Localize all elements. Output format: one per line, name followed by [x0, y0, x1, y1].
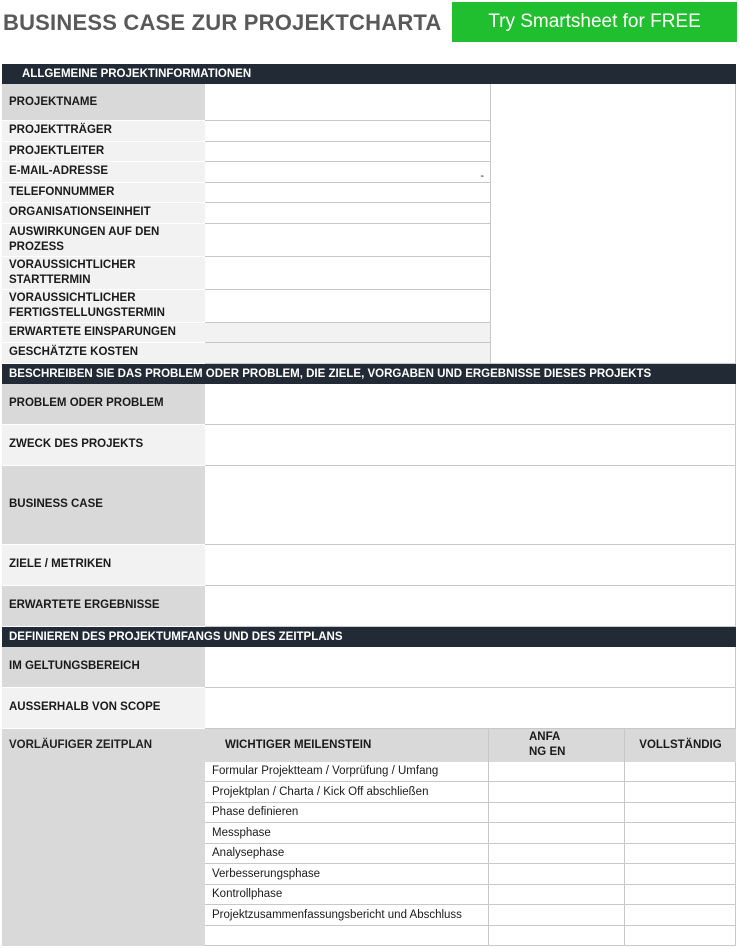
- milestone-name[interactable]: Analysephase: [205, 844, 489, 865]
- field-label-start-date: VORAUSSICHTLICHER STARTTERMIN: [2, 257, 205, 290]
- field-project-lead[interactable]: [205, 142, 491, 163]
- field-label-process-impact: AUSWIRKUNGEN AUF DEN PROZESS: [2, 224, 205, 257]
- table-row: [205, 782, 736, 803]
- field-label-savings: ERWARTETE EINSPARUNGEN: [2, 323, 205, 344]
- project-charter-sheet: [2, 64, 736, 946]
- field-problem[interactable]: [205, 384, 736, 425]
- milestone-start[interactable]: [489, 885, 625, 906]
- section-header-problem-goals: BESCHREIBEN SIE DAS PROBLEM ODER PROBLEM, DIE ZIELE, VORGABEN UND ERGEBNISSE DIESES PROJEKTS: [2, 364, 736, 384]
- table-row: [205, 926, 736, 947]
- milestone-name[interactable]: Projektzusammenfassungsbericht und Abschluss: [205, 905, 489, 926]
- field-expected-results[interactable]: [205, 586, 736, 627]
- field-purpose[interactable]: [205, 425, 736, 466]
- milestone-start[interactable]: [489, 762, 625, 783]
- field-label-out-of-scope: AUSSERHALB VON SCOPE: [2, 688, 205, 729]
- field-project-name[interactable]: [205, 84, 491, 121]
- field-label-org-unit: ORGANISATIONSEINHEIT: [2, 203, 205, 224]
- field-email[interactable]: [205, 162, 491, 183]
- field-label-in-scope: IM GELTUNGSBEREICH: [2, 647, 205, 688]
- field-start-date[interactable]: [205, 257, 491, 290]
- email-value: -: [480, 169, 484, 182]
- milestone-complete[interactable]: [625, 803, 736, 824]
- column-header-complete: VOLLSTÄNDIG: [639, 739, 722, 751]
- milestone-name[interactable]: Formular Projektteam / Vorprüfung / Umfang: [205, 762, 489, 783]
- field-label-goals: ZIELE / METRIKEN: [2, 545, 205, 586]
- field-label-costs: GESCHÄTZTE KOSTEN: [2, 343, 205, 364]
- milestone-complete[interactable]: [625, 844, 736, 865]
- field-label-phone: TELEFONNUMMER: [2, 183, 205, 204]
- milestone-start[interactable]: [489, 803, 625, 824]
- milestone-name[interactable]: Projektplan / Charta / Kick Off abschließen: [205, 782, 489, 803]
- page-title: BUSINESS CASE ZUR PROJEKTCHARTA: [3, 10, 442, 35]
- milestone-complete[interactable]: [625, 905, 736, 926]
- field-label-timeline: VORLÄUFIGER ZEITPLAN: [2, 729, 205, 947]
- milestone-complete[interactable]: [625, 926, 736, 947]
- table-row: [205, 762, 736, 783]
- field-label-end-date: VORAUSSICHTLICHER FERTIGSTELLUNGSTERMIN: [2, 290, 205, 323]
- milestone-name[interactable]: Kontrollphase: [205, 885, 489, 906]
- table-row: [205, 823, 736, 844]
- milestone-complete[interactable]: [625, 864, 736, 885]
- field-label-sponsor: PROJEKTTRÄGER: [2, 121, 205, 142]
- try-smartsheet-button[interactable]: Try Smartsheet for FREE: [452, 2, 737, 42]
- milestone-start[interactable]: [489, 782, 625, 803]
- milestone-start[interactable]: [489, 905, 625, 926]
- field-out-of-scope[interactable]: [205, 688, 736, 729]
- table-row: [205, 844, 736, 865]
- column-header-milestone: WICHTIGER MEILENSTEIN: [205, 729, 489, 762]
- field-label-expected-results: ERWARTETE ERGEBNISSE: [2, 586, 205, 627]
- milestone-name[interactable]: Messphase: [205, 823, 489, 844]
- section-header-scope-schedule: DEFINIEREN DES PROJEKTUMFANGS UND DES ZEITPLANS: [2, 627, 736, 647]
- milestone-complete[interactable]: [625, 885, 736, 906]
- field-savings[interactable]: [205, 323, 491, 344]
- field-label-email: E-MAIL-ADRESSE: [2, 162, 205, 183]
- milestone-name[interactable]: Phase definieren: [205, 803, 489, 824]
- table-row: [205, 864, 736, 885]
- milestone-complete[interactable]: [625, 762, 736, 783]
- milestone-complete[interactable]: [625, 823, 736, 844]
- field-end-date[interactable]: [205, 290, 491, 323]
- milestone-complete[interactable]: [625, 782, 736, 803]
- field-label-problem: PROBLEM ODER PROBLEM: [2, 384, 205, 425]
- field-process-impact[interactable]: [205, 224, 491, 257]
- milestone-start[interactable]: [489, 844, 625, 865]
- field-business-case[interactable]: [205, 466, 736, 545]
- table-row: [205, 803, 736, 824]
- field-org-unit[interactable]: [205, 203, 491, 224]
- field-label-project-lead: PROJEKTLEITER: [2, 142, 205, 163]
- milestone-name[interactable]: Verbesserungsphase: [205, 864, 489, 885]
- milestone-name[interactable]: [205, 926, 489, 947]
- table-row: [205, 885, 736, 906]
- field-label-project-name: PROJEKTNAME: [2, 84, 205, 121]
- field-label-business-case: BUSINESS CASE: [2, 466, 205, 545]
- section-header-general-info: ALLGEMEINE PROJEKTINFORMATIONEN: [2, 64, 736, 84]
- field-costs[interactable]: [205, 343, 491, 364]
- milestone-start[interactable]: [489, 864, 625, 885]
- milestone-start[interactable]: [489, 926, 625, 947]
- column-header-start: ANFANG EN: [489, 729, 625, 762]
- milestone-table: [205, 729, 736, 947]
- field-sponsor[interactable]: [205, 121, 491, 142]
- milestone-start[interactable]: [489, 823, 625, 844]
- field-in-scope[interactable]: [205, 647, 736, 688]
- field-label-purpose: ZWECK DES PROJEKTS: [2, 425, 205, 466]
- notes-panel[interactable]: [491, 84, 736, 364]
- field-phone[interactable]: [205, 183, 491, 204]
- table-row: [205, 905, 736, 926]
- field-goals[interactable]: [205, 545, 736, 586]
